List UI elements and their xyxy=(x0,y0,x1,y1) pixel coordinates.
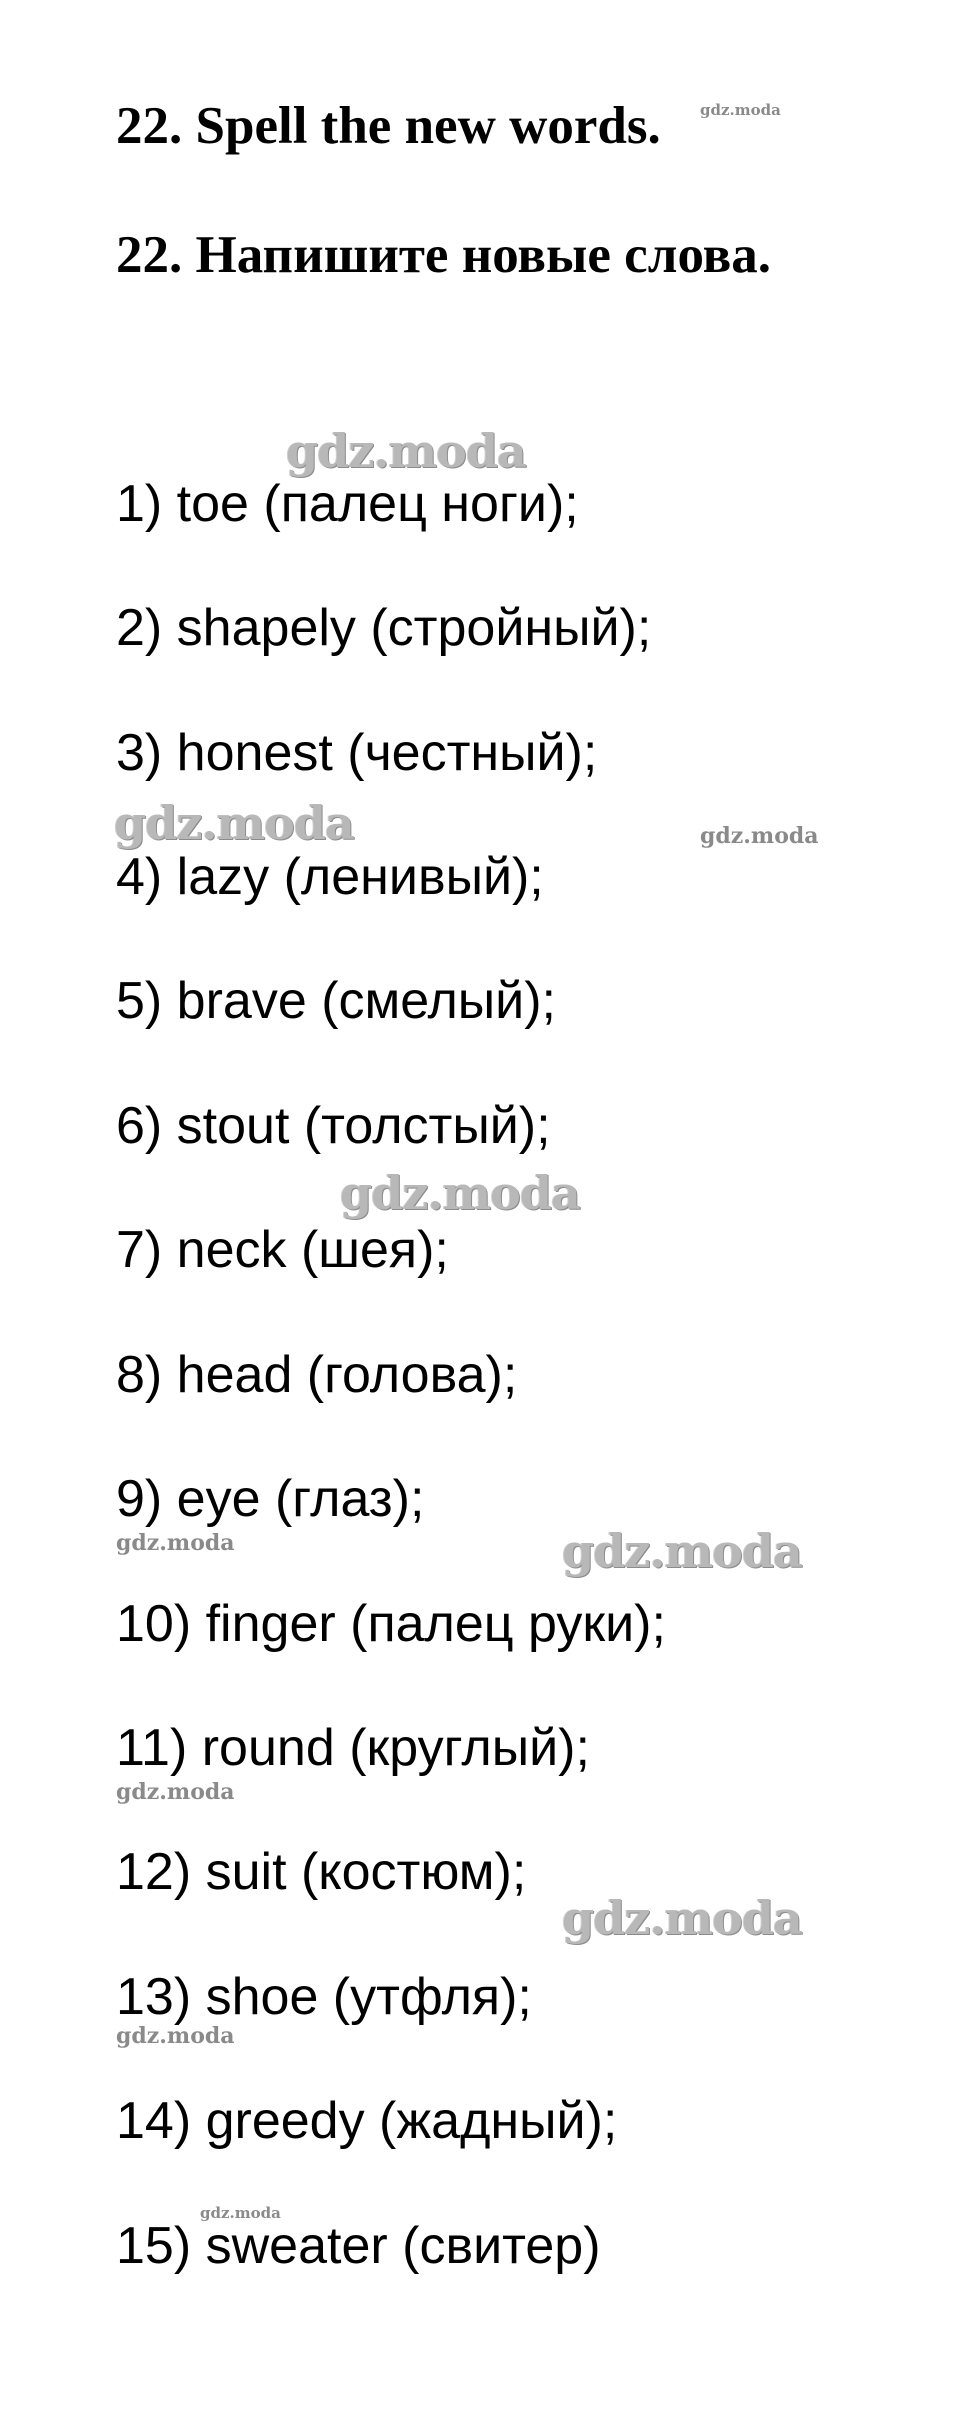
watermark: gdz.moda xyxy=(562,1524,802,1578)
vocabulary-item: 14) greedy (жадный); xyxy=(116,2092,618,2150)
vocabulary-item: 13) shoe (утфля); xyxy=(116,1968,532,2026)
vocabulary-item: 9) eye (глаз); xyxy=(116,1470,425,1528)
watermark: gdz.moda xyxy=(700,101,781,119)
exercise-title-russian: 22. Напишите новые слова. xyxy=(116,226,771,284)
vocabulary-item: 6) stout (толстый); xyxy=(116,1097,551,1155)
vocabulary-item: 15) sweater (свитер) xyxy=(116,2217,601,2275)
vocabulary-item: 5) brave (смелый); xyxy=(116,972,556,1030)
watermark: gdz.moda xyxy=(562,1891,802,1945)
watermark: gdz.moda xyxy=(114,796,354,850)
watermark: gdz.moda xyxy=(700,823,819,849)
exercise-title-english: 22. Spell the new words. xyxy=(116,97,661,155)
vocabulary-item: 12) suit (костюм); xyxy=(116,1843,527,1901)
vocabulary-item: 3) honest (честный); xyxy=(116,724,598,782)
vocabulary-item: 7) neck (шея); xyxy=(116,1221,449,1279)
vocabulary-item: 10) finger (палец руки); xyxy=(116,1595,666,1653)
watermark: gdz.moda xyxy=(340,1166,580,1220)
watermark: gdz.moda xyxy=(200,2204,281,2222)
watermark: gdz.moda xyxy=(116,1530,235,1556)
vocabulary-item: 1) toe (палец ноги); xyxy=(116,475,579,533)
watermark: gdz.moda xyxy=(116,2023,235,2049)
vocabulary-item: 8) head (голова); xyxy=(116,1346,518,1404)
vocabulary-item: 11) round (круглый); xyxy=(116,1719,590,1777)
vocabulary-item: 4) lazy (ленивый); xyxy=(116,848,544,906)
vocabulary-item: 2) shapely (стройный); xyxy=(116,599,652,657)
watermark: gdz.moda xyxy=(116,1779,235,1805)
watermark: gdz.moda xyxy=(286,424,526,478)
